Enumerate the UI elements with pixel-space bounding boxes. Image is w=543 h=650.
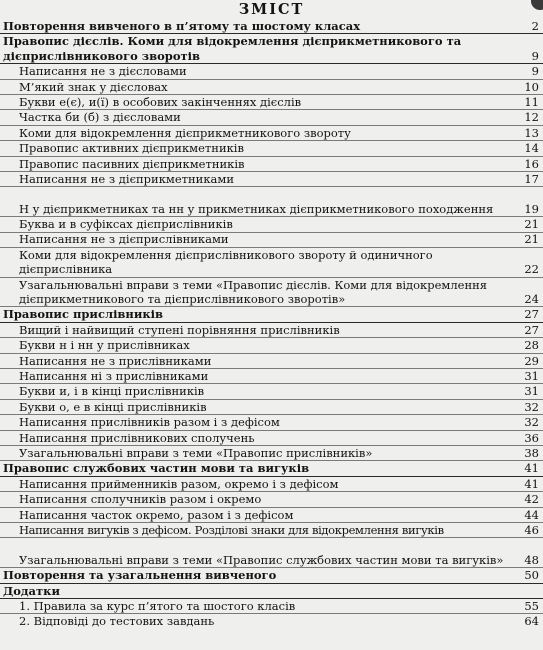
toc-section-row[interactable]: [0, 307, 543, 322]
toc-page-number: 19: [524, 201, 539, 216]
toc-entry-text: Букви н і нн у прислівниках: [19, 338, 190, 353]
toc-entry-row[interactable]: [0, 157, 543, 172]
toc-entry-row[interactable]: [0, 323, 543, 338]
toc-entry-text: Написання прислівникових сполучень: [19, 430, 255, 445]
toc-entry-text: Написання не з дієсловами: [19, 64, 187, 79]
toc-entry-row[interactable]: [0, 492, 543, 507]
toc-entry-text: Правопис прислівників: [3, 307, 164, 322]
toc-page-number: 13: [524, 125, 539, 140]
toc-entry-text: 2. Відповіді до тестових завдань: [19, 614, 215, 629]
toc-entry-text: Правопис пасивних дієприкметників: [19, 156, 245, 171]
toc-entry-text: Правопис службових частин мови та вигуків: [3, 461, 310, 476]
toc-entry-row[interactable]: [0, 187, 543, 217]
page-title: ЗМІСТ: [238, 1, 305, 18]
toc-entry-text: Коми для відокремлення дієприкметникового звороту: [19, 125, 351, 140]
toc-page-number: 21: [524, 217, 539, 232]
toc-page-number: 42: [524, 492, 539, 507]
toc-entry-text: Написання ні з прислівниками: [19, 369, 209, 384]
toc-section-row[interactable]: [0, 584, 543, 599]
toc-page-number: 48: [524, 552, 539, 567]
toc-page-number: 2: [531, 18, 539, 33]
toc-entry-text: Написання сполучників разом і окремо: [19, 492, 262, 507]
toc-entry-row[interactable]: [0, 431, 543, 446]
toc-entry-row[interactable]: [0, 477, 543, 492]
toc-entry-row[interactable]: [0, 508, 543, 523]
toc-entry-text: Правопис активних дієприкметників: [19, 141, 244, 156]
toc-entry-row[interactable]: [0, 400, 543, 415]
toc-entry-row[interactable]: [0, 599, 543, 614]
toc-entry-text: Написання прислівників разом і з дефісом: [19, 415, 280, 430]
toc-entry-text: Узагальнювальні вправи з теми «Правопис дієслів. Коми для відокремлення дієприкметникового та дієприслівникового зворотів»: [19, 277, 488, 307]
toc-entry-row[interactable]: [0, 354, 543, 369]
toc-entry-text: Узагальнювальні вправи з теми «Правопис прислівників»: [19, 445, 373, 460]
toc-entry-row[interactable]: [0, 415, 543, 430]
toc-page-number: 41: [524, 461, 539, 476]
toc-page-number: 16: [524, 156, 539, 171]
toc-entry-row[interactable]: [0, 141, 543, 156]
toc-page-number: 44: [524, 507, 539, 522]
toc-page-number: 41: [524, 476, 539, 491]
toc-entry-text: М’який знак у дієсловах: [19, 79, 168, 94]
toc-entry-row[interactable]: [0, 233, 543, 248]
toc-section-row[interactable]: [0, 461, 543, 476]
toc-page-number: 50: [524, 568, 539, 583]
toc-page-number: 17: [524, 171, 539, 186]
toc-entry-text: Повторення та узагальнення вивченого: [3, 568, 277, 583]
toc-entry-text: Повторення вивченого в п’ятому та шостому класах: [3, 18, 361, 33]
toc-page-number: 27: [524, 322, 539, 337]
toc-page-number: 27: [524, 307, 539, 322]
toc-entry-row[interactable]: [0, 95, 543, 110]
toc-entry-row[interactable]: [0, 384, 543, 399]
toc-entry-text: 1. Правила за курс п’ятого та шостого класів: [19, 598, 296, 613]
toc-section-row[interactable]: [0, 34, 543, 64]
toc-page-number: 9: [531, 48, 539, 63]
toc-entry-text: Додатки: [3, 583, 60, 598]
toc-entry-text: Написання не з дієприкметниками: [19, 171, 234, 186]
toc-entry-text: Букви и, і в кінці прислівників: [19, 384, 205, 399]
toc-section-row[interactable]: [0, 19, 543, 34]
toc-page-number: 31: [524, 369, 539, 384]
toc-entry-row[interactable]: [0, 523, 543, 538]
toc-page-number: 32: [524, 415, 539, 430]
toc-page-number: 10: [524, 79, 539, 94]
toc-entry-row[interactable]: [0, 538, 543, 568]
toc-page-number: 24: [524, 292, 539, 307]
toc-page-number: 11: [524, 94, 539, 109]
toc-page-number: 36: [524, 430, 539, 445]
toc-entry-row[interactable]: [0, 614, 543, 628]
toc-page-number: 29: [524, 353, 539, 368]
toc-entry-row[interactable]: [0, 80, 543, 95]
toc-page-number: 28: [524, 338, 539, 353]
toc-entry-text: Правопис дієслів. Коми для відокремлення дієприкметникового та дієприслівникового зворотів: [3, 34, 462, 63]
toc-entry-row[interactable]: [0, 110, 543, 125]
toc-entry-text: Написання не з дієприслівниками: [19, 232, 229, 247]
toc-entry-row[interactable]: [0, 172, 543, 187]
toc-page-number: 22: [524, 262, 539, 277]
toc-entry-text: Букви е(є), и(ї) в особових закінченнях дієслів: [19, 94, 302, 109]
toc-page-number: 46: [524, 522, 539, 537]
toc-entry-text: Вищий і найвищий ступені порівняння прислівників: [19, 322, 340, 337]
toc-entry-row[interactable]: [0, 126, 543, 141]
toc-entry-text: Коми для відокремлення дієприслівникового звороту й одиничного дієприслівника: [19, 247, 433, 277]
toc-page-number: 64: [524, 614, 539, 629]
toc-entry-text: Узагальнювальні вправи з теми «Правопис службових частин мови та вигуків»: [19, 552, 504, 567]
toc-entry-row[interactable]: [0, 64, 543, 79]
toc-entry-text: Н у дієприкметниках та нн у прикметниках дієприкметникового походження: [19, 201, 494, 216]
toc-entry-text: Частка би (б) з дієсловами: [19, 110, 181, 125]
toc-entry-text: Написання не з прислівниками: [19, 353, 212, 368]
toc-page-number: 31: [524, 384, 539, 399]
toc-page-number: 32: [524, 399, 539, 414]
toc-entry-row[interactable]: [0, 369, 543, 384]
toc-page-number: 9: [531, 64, 539, 79]
toc-entry-text: Буква и в суфіксах дієприслівників: [19, 217, 233, 232]
toc-entry-text: Написання часток окремо, разом і з дефісом: [19, 507, 294, 522]
toc-entry-row[interactable]: [0, 338, 543, 353]
toc-page-number: 12: [524, 110, 539, 125]
toc-entry-row[interactable]: [0, 248, 543, 278]
toc-page-number: 21: [524, 232, 539, 247]
toc-entry-text: Букви о, е в кінці прислівників: [19, 399, 207, 414]
toc-entry-row[interactable]: [0, 217, 543, 232]
toc-entry-row[interactable]: [0, 446, 543, 461]
toc-entry-text: Написання вигуків з дефісом. Розділові знаки для відокремлення вигуків: [19, 522, 444, 537]
toc-section-row[interactable]: [0, 568, 543, 583]
toc-entry-text: Написання прийменників разом, окремо і з дефісом: [19, 476, 339, 491]
toc-page-number: 55: [524, 598, 539, 613]
toc-entry-row[interactable]: [0, 278, 543, 308]
toc-page-number: 38: [524, 445, 539, 460]
table-of-contents: [0, 19, 543, 629]
toc-page-number: 14: [524, 141, 539, 156]
